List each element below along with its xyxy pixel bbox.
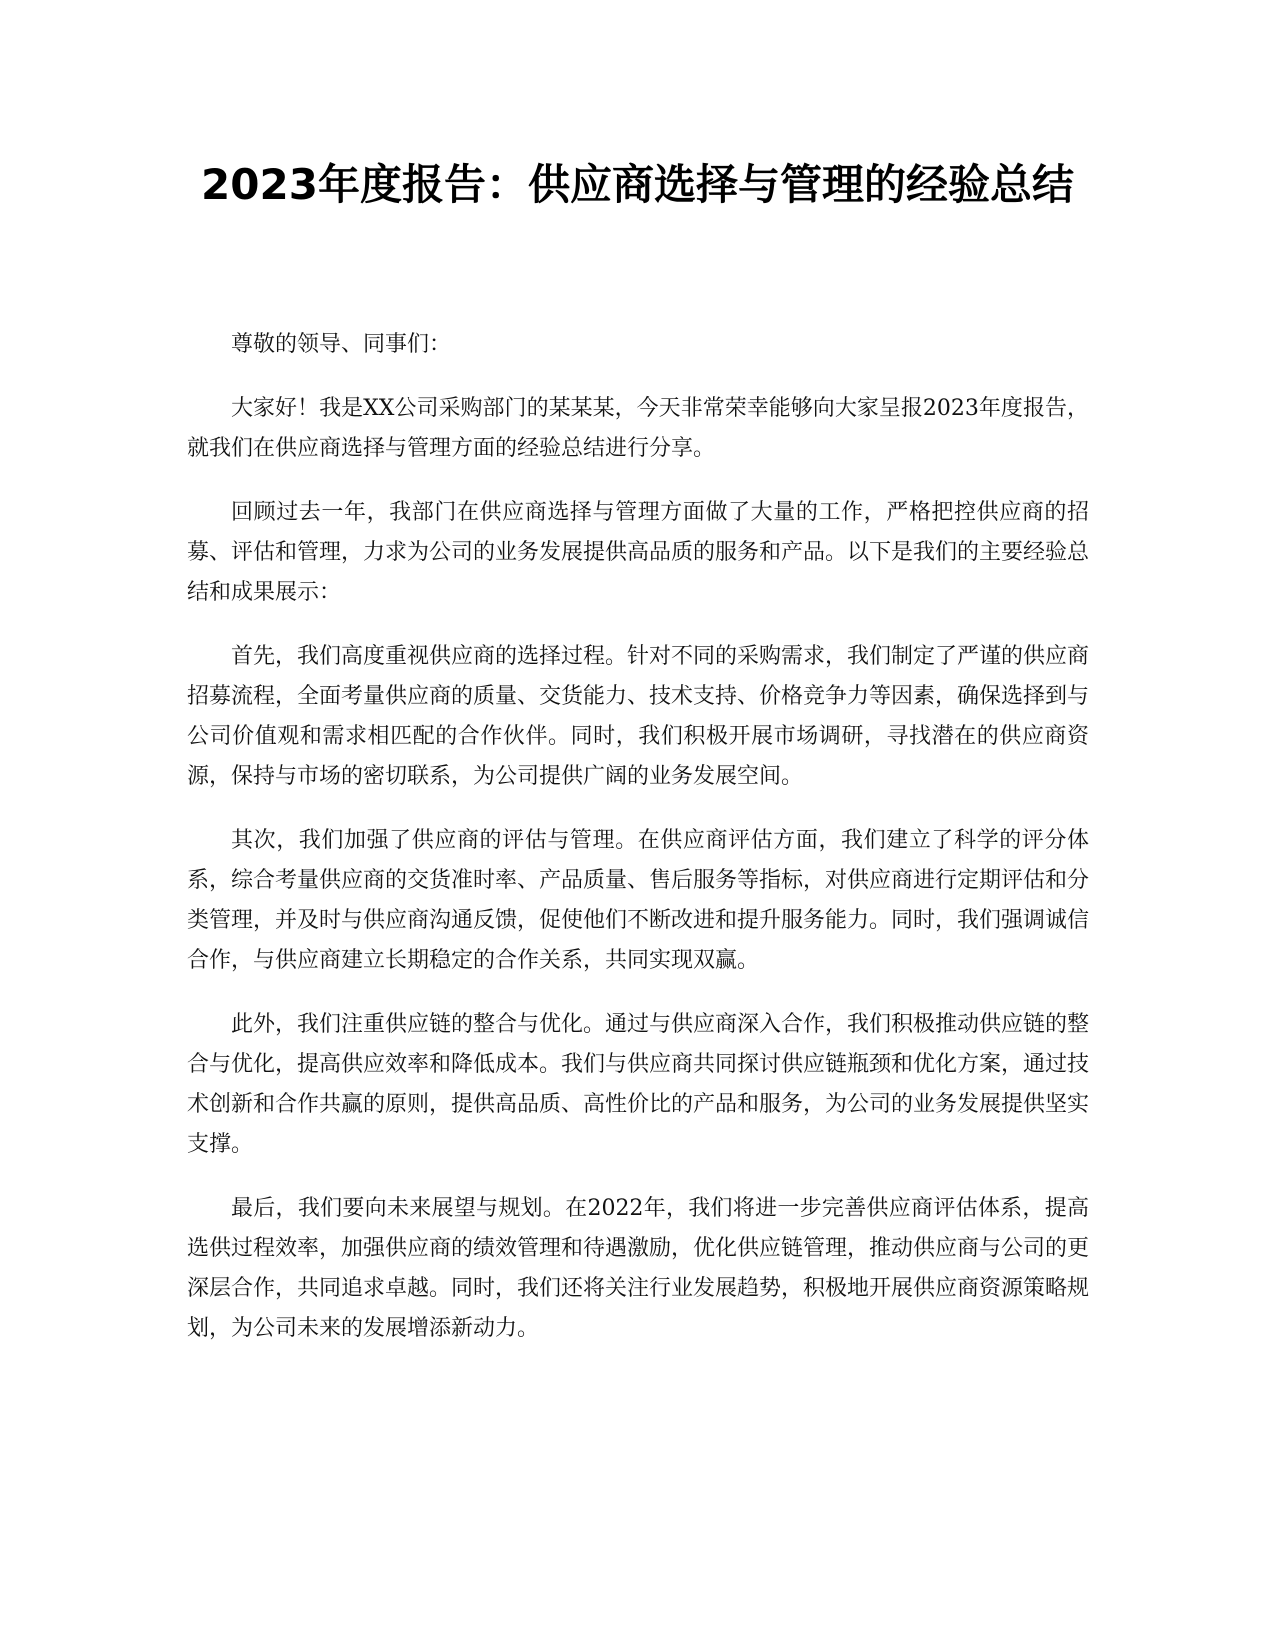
salutation-paragraph: 尊敬的领导、同事们：	[231, 332, 452, 357]
review-paragraph: 回顾过去一年，我部门在供应商选择与管理方面做了大量的工作，严格把控供应商的招募、评估和管理，力求为公司的业务发展提供高品质的服务和产品。以下是我们的主要经验总结和成果展示：	[187, 500, 1090, 605]
intro-paragraph: 大家好！我是XX公司采购部门的某某某，今天非常荣幸能够向大家呈报2023年度报告，就我们在供应商选择与管理方面的经验总结进行分享。	[187, 396, 1089, 461]
evaluation-paragraph: 其次，我们加强了供应商的评估与管理。在供应商评估方面，我们建立了科学的评分体系，综合考量供应商的交货准时率、产品质量、售后服务等指标，对供应商进行定期评估和分类管理，并及时与供应商沟通反馈，促使他们不断改进和提升服务能力。同时，我们强调诚信合作，与供应商建立长期稳定的合作关系，共同实现双赢。	[187, 828, 1090, 973]
document-body	[187, 325, 1089, 1373]
supply-chain-paragraph: 此外，我们注重供应链的整合与优化。通过与供应商深入合作，我们积极推动供应链的整合与优化，提高供应效率和降低成本。我们与供应商共同探讨供应链瓶颈和优化方案，通过技术创新和合作共赢的原则，提供高品质、高性价比的产品和服务，为公司的业务发展提供坚实支撑。	[187, 1012, 1090, 1157]
document-title: 2023年度报告：供应商选择与管理的经验总结	[201, 160, 1074, 209]
selection-paragraph: 首先，我们高度重视供应商的选择过程。针对不同的采购需求，我们制定了严谨的供应商招募流程，全面考量供应商的质量、交货能力、技术支持、价格竞争力等因素，确保选择到与公司价值观和需求相匹配的合作伙伴。同时，我们积极开展市场调研，寻找潜在的供应商资源，保持与市场的密切联系，为公司提供广阔的业务发展空间。	[187, 644, 1090, 789]
outlook-paragraph: 最后，我们要向未来展望与规划。在2022年，我们将进一步完善供应商评估体系，提高选供过程效率，加强供应商的绩效管理和待遇激励，优化供应链管理，推动供应商与公司的更深层合作，共同追求卓越。同时，我们还将关注行业发展趋势，积极地开展供应商资源策略规划，为公司未来的发展增添新动力。	[187, 1196, 1090, 1341]
